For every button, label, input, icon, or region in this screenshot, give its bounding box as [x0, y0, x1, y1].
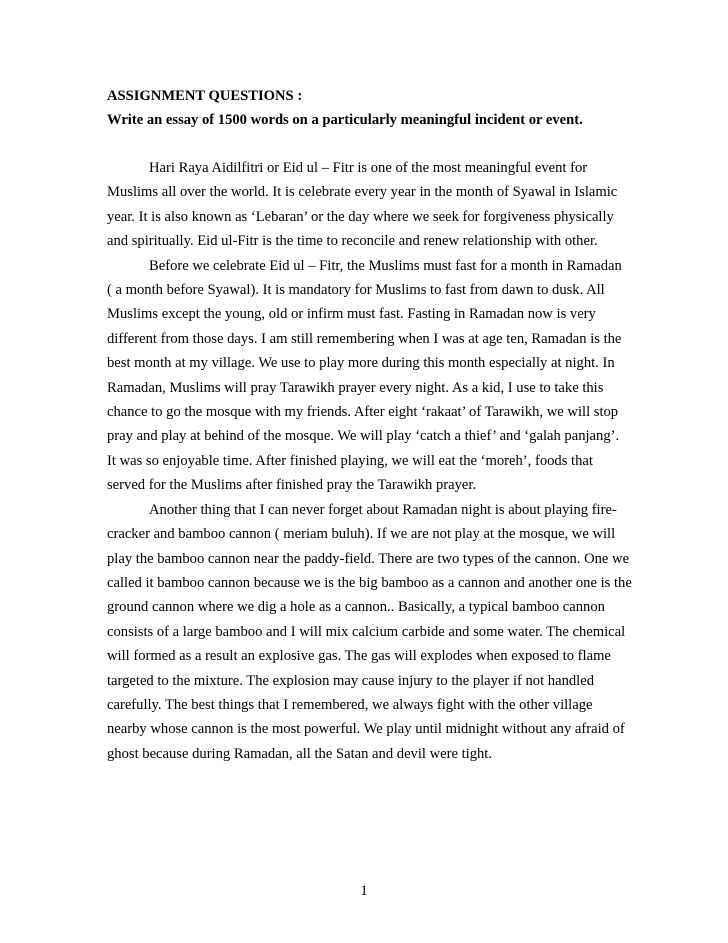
paragraph-3 — [107, 498, 632, 766]
paragraph-line: Hari Raya Aidilfitri or Eid ul – Fitr is one of the most meaningful event for — [149, 160, 588, 176]
paragraph-line: Ramadan, Muslims will pray Tarawikh prayer every night. As a kid, I use to take this — [107, 379, 604, 396]
paragraph-line: ground cannon where we dig a hole as a cannon.. Basically, a typical bamboo cannon — [107, 599, 605, 616]
heading-spacer — [107, 132, 627, 156]
paragraph-line: carefully. The best things that I remembered, we always fight with the other village — [107, 696, 593, 713]
paragraph-line: and spiritually. Eid ul-Fitr is the time to reconcile and renew relationship with other. — [107, 233, 598, 250]
paragraph-line: year. It is also known as ‘Lebaran’ or the day where we seek for forgiveness physically — [107, 208, 614, 225]
paragraph-line: ( a month before Syawal). It is mandatory for Muslims to fast from dawn to dusk. All — [107, 282, 605, 299]
paragraph-line: Another thing that I can never forget about Ramadan night is about playing fire- — [149, 501, 617, 518]
paragraph-line: Muslims except the young, old or infirm must fast. Fasting in Ramadan now is very — [107, 306, 596, 323]
page-number: 1 — [360, 883, 368, 899]
paragraph-line: nearby whose cannon is the most powerful. We play until midnight without any afraid of — [107, 721, 625, 738]
paragraph-line: called it bamboo cannon because we is the big bamboo as a cannon and another one is the — [107, 574, 632, 591]
document-content — [107, 84, 632, 766]
paragraph-line: play the bamboo cannon near the paddy-field. There are two types of the cannon. One we — [107, 550, 630, 567]
paragraph-line: ghost because during Ramadan, all the Satan and devil were tight. — [107, 745, 493, 762]
paragraph-line: cracker and bamboo cannon ( meriam buluh). If we are not play at the mosque, we will — [107, 526, 616, 543]
paragraph-line: different from those days. I am still remembering when I was at age ten, Ramadan is the — [107, 330, 622, 347]
paragraph-line: will formed as a result an explosive gas. The gas will explodes when exposed to flame — [107, 648, 611, 665]
assignment-title: ASSIGNMENT QUESTIONS : — [107, 88, 303, 104]
paragraph-line: best month at my village. We use to play more during this month especially at night. In — [107, 355, 615, 372]
paragraph-line: Muslims all over the world. It is celebrate every year in the month of Syawal in Islamic — [107, 184, 618, 201]
paragraph-1 — [107, 156, 627, 254]
paragraph-line: targeted to the mixture. The explosion may cause injury to the player if not handled — [107, 672, 595, 689]
paragraph-2 — [107, 254, 627, 498]
paragraph-line: served for the Muslims after finished pray the Tarawikh prayer. — [107, 477, 477, 494]
paragraph-line: pray and play at behind of the mosque. We will play ‘catch a thief’ and ‘galah panjang’. — [107, 428, 620, 445]
paragraph-line: It was so enjoyable time. After finished playing, we will eat the ‘moreh’, foods that — [107, 452, 593, 469]
paragraph-line: chance to go the mosque with my friends. After eight ‘rakaat’ of Tarawikh, we will stop — [107, 404, 619, 421]
assignment-question: Write an essay of 1500 words on a particularly meaningful incident or event. — [107, 112, 583, 128]
paragraph-line: consists of a large bamboo and I will mix calcium carbide and some water. The chemical — [107, 623, 626, 640]
paragraph-line: Before we celebrate Eid ul – Fitr, the Muslims must fast for a month in Ramadan — [149, 257, 622, 274]
